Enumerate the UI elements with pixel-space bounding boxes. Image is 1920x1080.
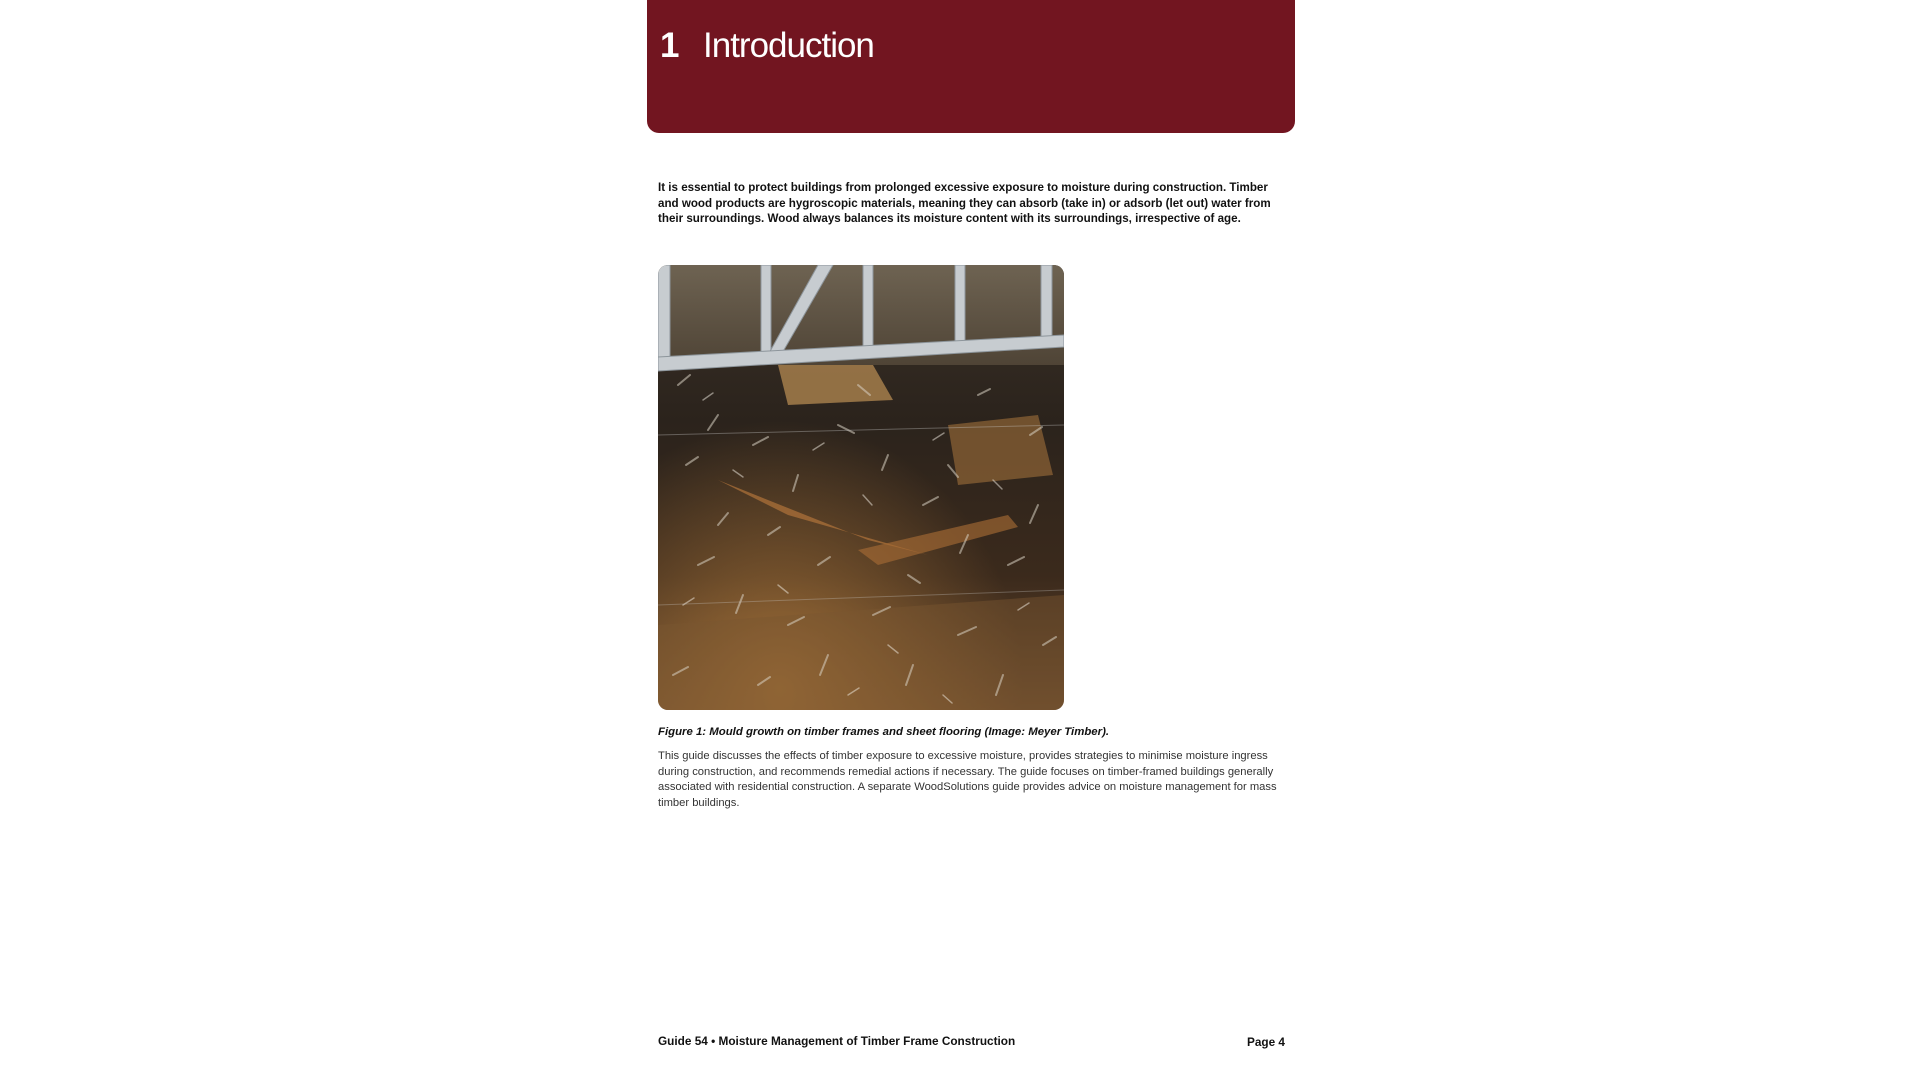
mould-flooring-photo	[658, 265, 1064, 710]
figure-photo	[658, 265, 1064, 710]
footer-guide-title: Guide 54 • Moisture Management of Timber Frame Construction	[658, 1034, 1016, 1048]
chapter-heading	[660, 26, 874, 66]
footer-page-number: Page 4	[1246, 1035, 1285, 1049]
chapter-number: 1	[660, 26, 679, 65]
body-paragraph: This guide discusses the effects of timber exposure to excessive moisture, provides strategies to minimise moisture ingress during construction, and recommends remedial actions if necessary. The guide focuses on timber-framed buildings generally associated with residential construction. A separate WoodSolutions guide provides advice on moisture management for mass timber buildings.	[658, 750, 1277, 809]
intro-paragraph: It is essential to protect buildings from prolonged excessive exposure to moisture during construction. Timber and wood products are hygroscopic materials, meaning they can absorb (take in) or adsorb (let out) water from their surroundings. Wood always balances its moisture content with its surroundings, irrespective of age.	[658, 181, 1271, 226]
document-page	[647, 0, 1295, 1080]
chapter-banner	[647, 0, 1295, 133]
chapter-title: Introduction	[703, 26, 874, 65]
figure-caption: Figure 1: Mould growth on timber frames and sheet flooring (Image: Meyer Timber).	[658, 726, 1110, 738]
